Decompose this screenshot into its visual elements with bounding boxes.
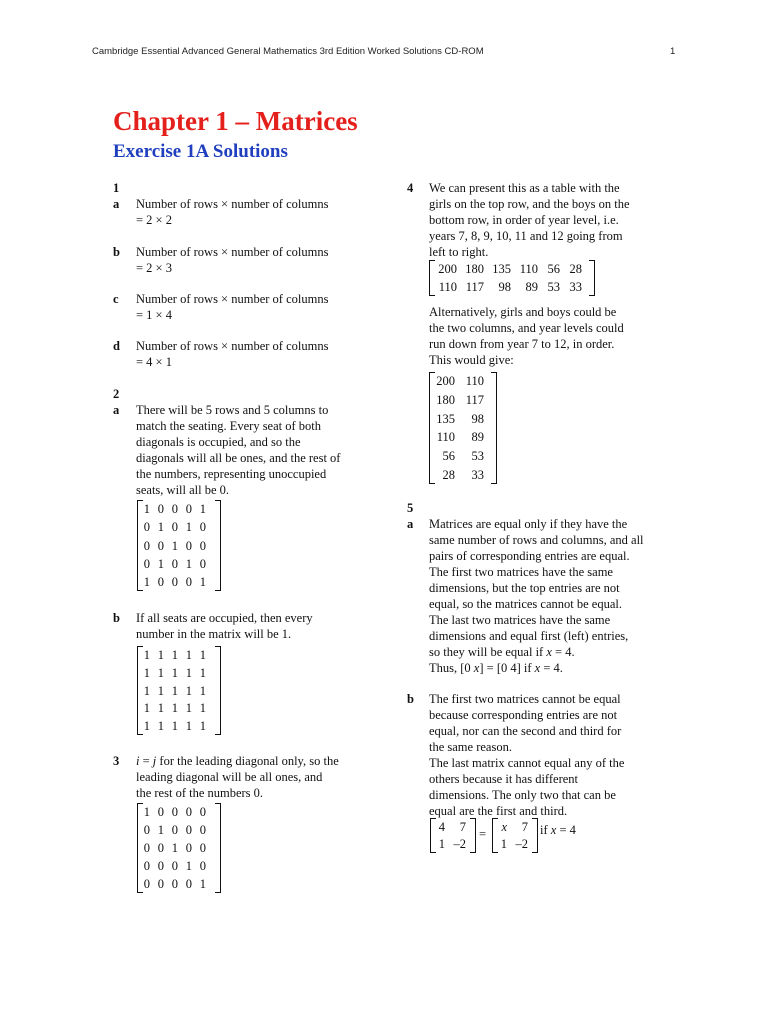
exercise-title: Exercise 1A Solutions [113,141,288,162]
q5a-line: dimensions and equal first (left) entries, [429,629,629,643]
matrix-entry: 1 [185,665,192,680]
matrix-entry: 56 [442,449,455,463]
q1c-text: Number of rows × number of columns [136,292,329,306]
matrix-row [137,822,221,838]
matrix-row [429,261,595,277]
matrix-entry: 1 [143,502,150,517]
matrix-entry: 110 [436,430,455,445]
matrix-entry: 53 [471,449,484,463]
matrix-row [429,429,497,445]
q5b-line: equal are the first and third. [429,804,568,818]
q5a-line9-pre: so they will be equal if [429,645,547,659]
matrix-entry: 1 [185,683,192,698]
q5b-matrix-right [492,818,538,853]
matrix-entry: 1 [143,701,150,716]
q4-line: left to right. [429,245,489,259]
matrix-entry: 1 [199,877,206,891]
matrix-entry: 0 [199,805,206,819]
matrix-entry: 1 [157,520,164,535]
matrix-entry: –2 [453,837,466,852]
q5a-line: equal, so the matrices cannot be equal. [429,597,622,611]
q5a-line10-var2: x [534,661,541,675]
matrix-row [137,501,221,517]
matrix-entry: 0 [199,556,206,571]
q1a-label: a [113,197,120,211]
q4-line: run down from year 7 to 12, in order. [429,337,615,351]
q2b-line: number in the matrix will be 1. [136,627,292,641]
q2b-label: b [113,611,120,625]
matrix-row [137,700,221,716]
matrix-entry: 0 [171,502,178,517]
matrix-entry: 0 [143,859,150,873]
q5a-line10-mid: ] = [0 4] if [479,661,535,675]
q2a-label: a [113,403,120,417]
q5b-line: the same reason. [429,740,512,754]
matrix-row [137,718,221,734]
q5b-line: The last matrix cannot equal any of the [429,756,625,770]
chapter-title: Chapter 1 – Matrices [113,106,358,136]
matrix-row [137,647,221,663]
matrix-entry: 0 [143,556,150,571]
matrix-entry: 0 [199,823,206,837]
q2a-line: match the seating. Every seat of both [136,419,322,433]
matrix-entry: 1 [171,538,178,553]
q5b-line: dimensions. The only two that can be [429,788,616,802]
matrix-row [429,411,497,427]
matrix-entry: 1 [143,647,150,662]
q4-line: This would give: [429,353,514,367]
matrix-entry: 0 [171,859,178,873]
matrix-entry: 135 [436,411,455,426]
matrix-entry: 180 [436,393,455,407]
matrix-row [137,683,221,699]
q5b-condition [540,822,576,838]
q3-line-3: the rest of the numbers 0. [136,786,264,800]
matrix-entry: 110 [438,280,457,294]
matrix-entry: 0 [185,805,192,819]
matrix-entry: 0 [157,841,164,855]
matrix-row [137,574,221,590]
matrix-entry: 0 [185,538,192,553]
question-1-number: 1 [113,181,120,195]
q5a-line9-post: = 4. [551,645,575,659]
q5a-line-10 [429,660,563,676]
matrix-row [492,819,538,835]
q5a-line: same number of rows and columns, and all [429,533,644,547]
matrix-entry: 110 [465,374,484,389]
matrix-row [429,392,497,408]
q1a-answer: = 2 × 2 [136,213,172,227]
matrix-entry: 1 [171,665,178,680]
matrix-entry: 0 [157,502,164,517]
matrix-entry: 1 [199,502,206,517]
matrix-entry: 1 [185,647,192,662]
matrix-entry: 1 [143,665,150,680]
matrix-entry: 0 [157,538,164,553]
matrix-entry: 1 [171,841,178,855]
q2b-matrix [137,646,221,735]
matrix-row [430,819,476,835]
matrix-entry: 0 [157,859,164,873]
matrix-entry: 0 [143,520,150,535]
q1b-text: Number of rows × number of columns [136,245,329,259]
matrix-entry: 135 [492,262,511,276]
matrix-entry: 0 [199,859,206,873]
matrix-row [429,448,497,464]
q4-line: years 7, 8, 9, 10, 11 and 12 going from [429,229,623,243]
matrix-entry: 1 [500,837,507,852]
matrix-entry: 1 [143,574,150,589]
q4-line: We can present this as a table with the [429,181,620,195]
q4-line: bottom row, in order of year level, i.e. [429,213,619,227]
q5a-line10-var: x [473,661,480,675]
matrix-entry: 0 [171,520,178,535]
matrix-entry: 1 [157,683,164,698]
matrix-entry: 0 [185,574,192,589]
matrix-entry: 200 [438,262,457,276]
matrix-entry: 1 [199,574,206,589]
q2a-line: There will be 5 rows and 5 columns to [136,403,329,417]
q4-matrix-2 [429,372,497,484]
matrix-entry: 0 [185,502,192,517]
matrix-row [137,556,221,572]
q5b-line: The first two matrices cannot be equal [429,692,621,706]
matrix-entry: 56 [547,262,560,276]
q1c-answer: = 1 × 4 [136,308,172,322]
matrix-entry: 0 [199,520,206,535]
matrix-entry: 0 [199,841,206,855]
matrix-row [137,519,221,535]
matrix-entry: 1 [185,556,192,571]
q5a-line10-post: = 4. [540,661,563,675]
matrix-entry: 0 [143,877,150,891]
question-4-number: 4 [407,181,414,195]
matrix-row [137,876,221,892]
q5b-if-var: x [550,823,557,837]
q5a-line10-pre: Thus, [0 [429,661,474,675]
q3-matrix [137,803,221,893]
matrix-entry: 0 [185,841,192,855]
q1c-label: c [113,292,119,306]
q1b-answer: = 2 × 3 [136,261,172,275]
matrix-entry: 0 [185,823,192,837]
q4-line: girls on the top row, and the boys on the [429,197,630,211]
matrix-entry: 1 [185,520,192,535]
matrix-row [137,840,221,856]
matrix-entry: 1 [157,665,164,680]
matrix-entry: –2 [515,837,528,852]
q5a-line: The last two matrices have the same [429,613,611,627]
matrix-entry: 0 [199,538,206,553]
q5a-line: pairs of corresponding entries are equal. [429,549,630,563]
matrix-entry: 1 [171,719,178,734]
matrix-row [137,538,221,554]
matrix-entry: 110 [519,262,538,276]
matrix-entry: 1 [171,701,178,716]
q3-line1-rest: for the leading diagonal only, so the [156,754,339,768]
q2b-line: If all seats are occupied, then every [136,611,313,625]
matrix-entry: 0 [171,574,178,589]
running-header: Cambridge Essential Advanced General Mathematics 3rd Edition Worked Solutions CD-ROM [92,46,484,57]
matrix-entry: 1 [199,719,206,734]
matrix-entry: 1 [438,837,445,852]
matrix-entry: x [501,819,507,834]
q1d-answer: = 4 × 1 [136,355,172,369]
matrix-entry: 0 [143,823,150,837]
q5b-matrix-left [430,818,476,853]
q5b-equals: = [479,827,487,841]
question-2-number: 2 [113,387,120,401]
matrix-entry: 89 [471,430,484,445]
matrix-entry: 1 [143,719,150,734]
q4-line: Alternatively, girls and boys could be [429,305,617,319]
matrix-entry: 28 [442,467,455,482]
matrix-entry: 33 [471,467,484,482]
matrix-entry: 0 [143,841,150,855]
q5a-line-9 [429,644,575,660]
matrix-entry: 0 [171,556,178,571]
q5a-line: The first two matrices have the same [429,565,613,579]
matrix-entry: 1 [185,859,192,873]
q5a-line: dimensions, but the top entries are not [429,581,620,595]
q5b-line: equal, nor can the second and third for [429,724,622,738]
q2a-line: diagonals will all be ones, and the rest of [136,451,341,465]
matrix-entry: 98 [471,411,484,426]
q3-line-2: leading diagonal will be all ones, and [136,770,323,784]
matrix-entry: 28 [569,262,582,276]
q3-line-1 [136,753,339,769]
question-5-number: 5 [407,501,414,515]
matrix-entry: 98 [498,280,511,294]
q2a-line: the numbers, representing unoccupied [136,467,327,481]
matrix-entry: 1 [157,823,164,837]
matrix-entry: 1 [157,701,164,716]
question-3-number: 3 [113,754,120,768]
matrix-row [137,804,221,820]
matrix-entry: 0 [185,877,192,891]
q4-matrix-1 [429,260,595,296]
q1b-label: b [113,245,120,259]
matrix-entry: 33 [569,280,582,294]
matrix-entry: 1 [157,556,164,571]
matrix-row [429,373,497,389]
matrix-entry: 200 [436,374,455,389]
q5a-line9-var: x [546,645,552,659]
q5b-line: others because it has different [429,772,579,786]
q5a-line: Matrices are equal only if they have the [429,517,628,531]
q5a-label: a [407,517,414,531]
matrix-row [429,467,497,483]
q2a-line: diagonals is occupied, and so the [136,435,301,449]
matrix-row [429,279,595,295]
matrix-entry: 1 [185,701,192,716]
q3-var-i: i [136,754,140,768]
q1a-text: Number of rows × number of columns [136,197,329,211]
matrix-entry: 1 [185,719,192,734]
matrix-entry: 180 [465,262,484,276]
matrix-entry: 0 [157,877,164,891]
matrix-entry: 0 [171,805,178,819]
matrix-entry: 4 [438,819,445,834]
matrix-entry: 117 [465,280,484,294]
q3-var-j: j [152,754,157,768]
matrix-entry: 1 [199,701,206,716]
matrix-entry: 7 [459,819,466,834]
matrix-entry: 1 [143,805,150,819]
matrix-entry: 0 [171,877,178,891]
matrix-entry: 117 [465,393,484,407]
matrix-row [137,858,221,874]
q3-eq: = [139,754,153,768]
matrix-entry: 0 [171,823,178,837]
matrix-entry: 1 [171,647,178,662]
matrix-entry: 1 [143,683,150,698]
matrix-entry: 0 [157,574,164,589]
q2a-line: seats, will all be 0. [136,483,230,497]
q5b-line: because corresponding entries are not [429,708,618,722]
matrix-entry: 1 [157,719,164,734]
matrix-row [137,665,221,681]
page-number: 1 [670,46,676,57]
matrix-entry: 0 [157,805,164,819]
matrix-entry: 1 [199,683,206,698]
matrix-entry: 1 [199,665,206,680]
matrix-entry: 1 [157,647,164,662]
matrix-entry: 0 [143,538,150,553]
q2a-matrix [137,500,221,591]
q4-line: the two columns, and year levels could [429,321,624,335]
matrix-row [492,836,538,852]
q5b-label: b [407,692,414,706]
matrix-entry: 7 [521,819,528,834]
q5b-if: if [540,823,551,837]
matrix-entry: 53 [547,280,560,294]
matrix-entry: 1 [171,683,178,698]
q1d-label: d [113,339,120,353]
q5b-if-post: = 4 [556,823,576,837]
matrix-entry: 89 [525,280,538,294]
q1d-text: Number of rows × number of columns [136,339,329,353]
matrix-entry: 1 [199,647,206,662]
matrix-row [430,836,476,852]
